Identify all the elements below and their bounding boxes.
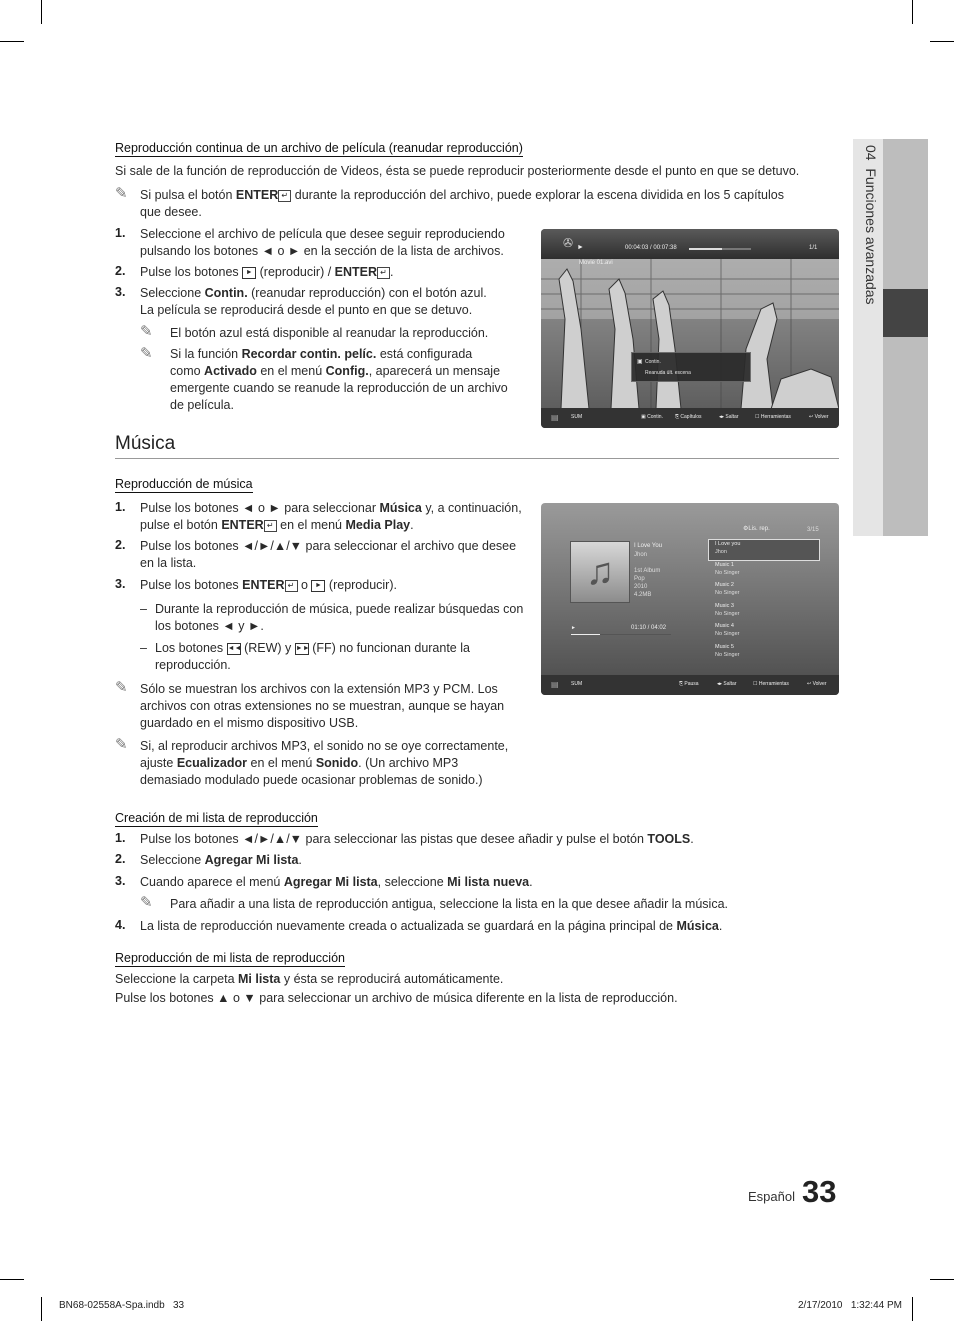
resume-step-2: Pulse los botones ► (reproducir) / ENTER ↵ . <box>140 265 394 279</box>
resume-intro: Si sale de la función de reproducción de Videos, ésta se puede reproducir posteriormente desde el punto en que se detuvo. <box>115 164 800 178</box>
footer-saltar[interactable]: ◂▸ Saltar <box>719 414 739 420</box>
list-step-3-note: Para añadir a una lista de reproducción antigua, seleccione la lista en la que desee añadir la música. <box>170 897 728 911</box>
footer-herramientas[interactable]: ☐ Herramientas <box>755 414 791 420</box>
song-title: I Love You <box>634 543 663 549</box>
crop-mark <box>0 1279 24 1280</box>
resume-subnote-2: Si la función Recordar contin. pelíc. está configurada como Activado en el menú Config., aparecerá un mensaje emergente cuando se reanude la reproducción de un archivo de película. <box>170 347 508 412</box>
device-label: SUM <box>571 681 583 687</box>
crop-mark <box>930 41 954 42</box>
video-footer <box>541 408 839 428</box>
playlist-item-title[interactable]: Music 5 <box>715 643 734 650</box>
song-year: 2010 <box>634 584 648 590</box>
list-step-3: Cuando aparece el menú Agregar Mi lista, seleccione Mi lista nueva. <box>140 875 533 889</box>
song-size: 4.2MB <box>634 592 652 598</box>
note-icon: ✎ <box>140 323 153 340</box>
crop-mark <box>930 1279 954 1280</box>
video-header <box>541 229 839 259</box>
playlist-item-artist: No Singer <box>715 651 740 658</box>
blue-button-icon: ▣ <box>637 359 643 365</box>
play-key-icon: ► <box>311 580 325 592</box>
play-list-line-1: Seleccione la carpeta Mi lista y ésta se reproducirá automáticamente. <box>115 972 504 986</box>
resume-heading-wrap <box>115 139 523 157</box>
note-icon: ✎ <box>140 894 153 911</box>
film-icon: ✇ <box>563 236 574 250</box>
dash: – <box>140 602 147 616</box>
playlist-item-artist: Jhon <box>715 549 727 555</box>
usb-icon: ▤ <box>551 680 559 689</box>
popup-reanudar: Reanuda últ. escena <box>645 370 691 376</box>
section-divider <box>115 458 839 459</box>
step-number: 4. <box>115 918 126 932</box>
print-date: 2/17/2010 1:32:44 PM <box>798 1300 902 1311</box>
song-artist: Jhon <box>634 552 648 558</box>
step-number: 2. <box>115 852 126 866</box>
footer-herramientas[interactable]: ☐ Herramientas <box>753 681 789 687</box>
dash: – <box>140 641 147 655</box>
crop-mark <box>0 41 24 42</box>
resume-heading: Reproducción continua de un archivo de película (reanudar reproducción) <box>115 141 523 155</box>
video-count: 1/1 <box>809 245 818 251</box>
song-album: 1st Album <box>634 568 661 574</box>
music-footer <box>541 675 839 695</box>
play-list-heading: Reproducción de mi lista de reproducción <box>115 951 345 965</box>
chapter-sidebar <box>853 139 928 536</box>
step-number: 1. <box>115 831 126 845</box>
crop-mark <box>41 0 42 24</box>
music-sub-wrap <box>115 475 253 493</box>
playlist-item-title[interactable]: Music 4 <box>715 623 734 629</box>
step-number: 1. <box>115 226 126 240</box>
note-icon: ✎ <box>140 345 153 362</box>
step-number: 2. <box>115 538 126 552</box>
step-number: 3. <box>115 577 126 591</box>
language-label: Español <box>748 1189 795 1204</box>
usb-icon: ▤ <box>551 413 559 422</box>
footer-capitulos[interactable]: ⎘ Capítulos <box>675 414 702 420</box>
playlist-item-artist: No Singer <box>715 590 740 596</box>
playlist-item-title[interactable]: Music 3 <box>715 602 734 609</box>
video-time: 00:04:03 / 00:07:38 <box>625 245 677 251</box>
footer-contin[interactable]: ▣ Contin. <box>641 414 663 420</box>
chapter-title: Funciones avanzadas <box>863 168 879 305</box>
crop-mark <box>41 1297 42 1321</box>
playlist-item-title[interactable]: Music 1 <box>715 561 734 568</box>
page-number: 33 <box>802 1174 837 1209</box>
playlist-item-artist: No Singer <box>715 610 740 617</box>
album-art <box>570 541 630 603</box>
play-icon: ► <box>571 625 576 631</box>
rew-key-icon: ◄◄ <box>227 643 241 655</box>
create-list-sub-wrap <box>115 809 318 827</box>
ff-key-icon: ►► <box>295 643 309 655</box>
resume-note: Si pulsa el botón ENTER ↵ durante la reproducción del archivo, puede explorar la escena dividida en los 5 capítulos que desee. <box>140 188 784 219</box>
enter-icon: ↵ <box>377 267 390 279</box>
sidebar-active-tab <box>883 289 928 337</box>
chapter-label <box>857 145 879 345</box>
music-playback-heading: Reproducción de música <box>115 477 253 491</box>
resume-popup[interactable] <box>631 352 751 382</box>
crop-mark <box>912 0 913 24</box>
musica-title: Música <box>115 433 176 454</box>
play-icon: ► <box>577 244 584 251</box>
enter-icon: ↵ <box>278 190 291 202</box>
music-dash-1: Durante la reproducción de música, puede realizar búsquedas con los botones ◄ y ►. <box>155 602 524 633</box>
play-key-icon: ► <box>242 267 256 279</box>
step-number: 1. <box>115 500 126 514</box>
note-icon: ✎ <box>115 736 128 753</box>
note-icon: ✎ <box>115 679 128 696</box>
play-list-line-2: Pulse los botones ▲ o ▼ para seleccionar un archivo de música diferente en la lista de reproducción. <box>115 991 678 1005</box>
footer-saltar[interactable]: ◂▸ Saltar <box>717 681 737 687</box>
crop-mark <box>912 1297 913 1321</box>
step-number: 2. <box>115 264 126 278</box>
resume-step-1: Seleccione el archivo de película que desee seguir reproduciendo pulsando los botones ◄ o ► en la sección de la lista de archivos. <box>140 227 505 258</box>
step-number: 3. <box>115 874 126 888</box>
music-note-2: Si, al reproducir archivos MP3, el sonido no se oye correctamente, ajuste Ecualizador en el menú Sonido. (Un archivo MP3 demasiado modulado puede ocasionar problemas de sonido.) <box>140 739 509 787</box>
music-note-1: Sólo se muestran los archivos con la extensión MP3 y PCM. Los archivos con otras extensiones no se muestran, aunque se hayan guardado en el mismo dispositivo USB. <box>140 682 505 730</box>
list-step-1: Pulse los botones ◄/►/▲/▼ para seleccionar las pistas que desee añadir y pulse el botón TOOLS. <box>140 832 694 846</box>
playlist-item-title[interactable]: Music 2 <box>715 582 734 588</box>
popup-contin: Contin. <box>645 359 661 365</box>
footer-pausa[interactable]: ⎘ Pausa <box>679 681 699 687</box>
video-filename: Movie 01.avi <box>579 260 613 266</box>
play-list-sub-wrap <box>115 949 345 967</box>
note-icon: ✎ <box>115 185 128 202</box>
music-count: 3/15 <box>807 527 819 533</box>
footer-volver[interactable]: ↩ Volver <box>809 414 829 420</box>
footer-volver[interactable]: ↩ Volver <box>807 681 827 687</box>
playlist-item-artist: No Singer <box>715 569 740 576</box>
playlist-item-title[interactable]: I Love you <box>715 541 741 547</box>
video-player-screenshot <box>541 229 839 428</box>
create-list-heading: Creación de mi lista de reproducción <box>115 811 318 825</box>
music-progress-track <box>571 634 671 635</box>
playlist-label: ⚙Lis. rep. <box>743 526 770 532</box>
resume-step-3: Seleccione Contin. (reanudar reproducción) con el botón azul. La película se reproducirá desde el punto en que se detuvo. <box>140 286 487 317</box>
music-note-icon: ♫ <box>585 551 615 593</box>
giraffe-scene <box>541 259 839 409</box>
video-progress-track <box>689 248 751 250</box>
music-dash-2: Los botones ◄◄ (REW) y ►► (FF) no funcionan durante la reproducción. <box>155 641 470 672</box>
step-number: 3. <box>115 285 126 299</box>
list-step-2: Seleccione Agregar Mi lista. <box>140 853 302 867</box>
music-time: 01:10 / 04:02 <box>631 625 667 631</box>
playlist-item-artist: No Singer <box>715 631 740 637</box>
music-player-screenshot <box>541 503 839 695</box>
resume-subnote-1: El botón azul está disponible al reanudar la reproducción. <box>170 326 489 340</box>
enter-icon: ↵ <box>264 520 277 532</box>
music-step-3: Pulse los botones ENTER ↵ o ► (reproducir). <box>140 578 397 592</box>
music-step-2: Pulse los botones ◄/►/▲/▼ para seleccionar el archivo que desee en la lista. <box>140 539 517 570</box>
enter-icon: ↵ <box>285 580 298 592</box>
list-step-4: La lista de reproducción nuevamente creada o actualizada se guardará en la página principal de Música. <box>140 919 723 933</box>
music-step-1: Pulse los botones ◄ o ► para seleccionar Música y, a continuación, pulse el botón ENTER ↵ en el menú Media Play. <box>140 501 522 532</box>
device-label: SUM <box>571 414 583 420</box>
print-file-info: BN68-02558A-Spa.indb 33 <box>59 1300 185 1311</box>
sidebar-tab-strip <box>883 139 928 536</box>
chapter-number: 04 <box>863 145 879 161</box>
song-genre: Pop <box>634 576 645 582</box>
